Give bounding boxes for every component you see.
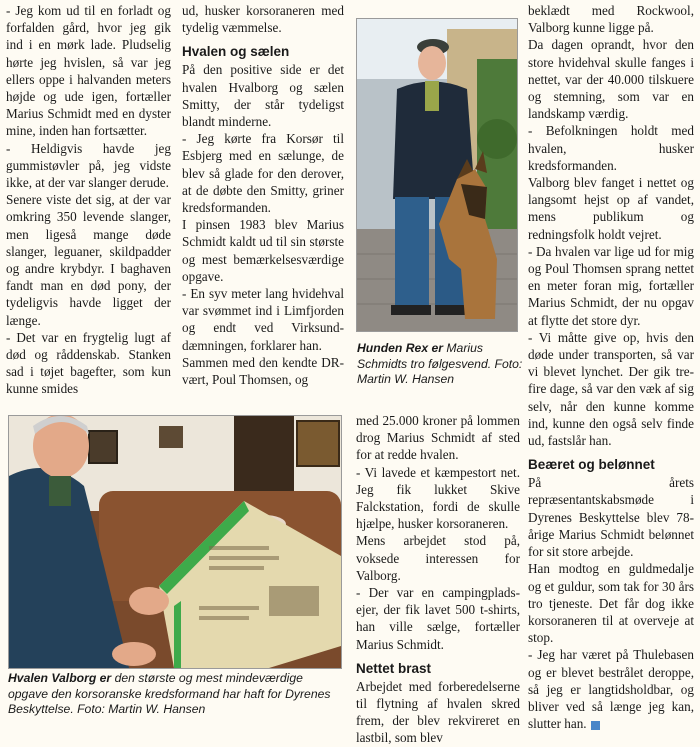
paragraph: - Jeg kom ud til en forladt og forfalden gård, hvor jeg gik ind i en mørk lade. Pludselig hørte jeg hvislen, så var jeg ellers oppe i halvanden meters højde og ude igen, fortæller Marius Schmidt med en dyster mine, inden han fortsætter.	[6, 3, 171, 139]
paragraph: - Heldigvis havde jeg gummistøvler på, jeg vidste ikke, at der var slanger derude.	[6, 140, 171, 191]
caption-text: den største og mest mindeværdige opgave den korsoranske kredsformand har haft for Dyrenes Beskyttelse. Foto: Martin W. Hansen	[8, 671, 331, 717]
paragraph: Senere viste det sig, at der var omkring 350 levende slanger, men ligeså mange døde slanger, leguaner, skildpadder og andre krybdyr. I baghaven fandt man en død pony, der tydeligvis havde ligget der længe.	[6, 192, 171, 328]
paragraph: Han modtog en guldmedalje og et guldur, som tak for 30 års tro tjeneste. Det får dog ikke korsoraneren til at overveje at stop.	[528, 561, 694, 646]
caption-lead: Hunden Rex er	[357, 341, 444, 355]
paragraph: Mens arbejdet stod på, voksede interessen for Valborg.	[356, 533, 520, 583]
paragraph: med 25.000 kroner på lommen drog Marius Schmidt af sted for at redde hvalen.	[356, 413, 520, 463]
paragraph: - Befolkningen holdt med hvalen, husker kredsformanden.	[528, 123, 694, 173]
paragraph: Sammen med den kendte DR-vært, Poul Thomsen, og	[182, 354, 344, 388]
photo-caption-rex	[357, 341, 523, 388]
paragraph: - Vi måtte give op, hvis den døde under transporten, så var vi blevet lynchet. Der gik tre-fire dage, så var den væk af sig selv, når den kunne komme ind, kunne den også selv finde ud, fastslår han.	[528, 329, 694, 449]
photo-man-reading-newspaper	[8, 415, 342, 669]
paragraph: - Jeg kørte fra Korsør til Esbjerg med en sælunge, de blev så glade for den derover, at de døbte den Smitty, griner kredsformanden.	[182, 131, 344, 216]
closing-text: - Jeg har været på Thulebasen og er blevet bestrålet deroppe, så jeg er langtidsholdbar, og bliver ved så længe jeg kan, slutter han.	[528, 647, 694, 732]
paragraph: - Da hvalen var lige ud for mig og Poul Thomsen sprang nettet en meter foran mig, fortæller Marius Schmidt, der nu opgav at flytte det store dyr.	[528, 243, 694, 328]
paragraph: - En syv meter lang hvidehval var svømmet ind i Limfjorden og endt ved Virksund-dæmningen, forklarer han.	[182, 286, 344, 353]
paragraph: Arbejdet med forberedelserne til flytning af hvalen skred frem, der blev rekvireret en lastbil, som blev	[356, 678, 520, 746]
paragraph: - Det var en frygtelig lugt af død og råddenskab. Stanken sad i tøjet bagefter, som kun kunne smides	[6, 329, 171, 397]
paragraph: - Vi lavede et kæmpestort net. Jeg fik lukket Skive Falckstation, fordi de skulle hjælpe, husker korsoraneren.	[356, 464, 520, 532]
photo-man-with-dog-illustration	[357, 19, 517, 331]
paragraph: - Der var en campingplads-ejer, der fik lavet 500 t-shirts, han ville sælge, fortæller Marius Schmidt.	[356, 585, 520, 652]
paragraph: Da dagen oprandt, hvor den store hvidehval skulle fanges i nettet, var der 40.000 tilskuere og stemning, som var en landskamp værdig.	[528, 37, 694, 122]
paragraph: beklædt med Rockwool, Valborg kunne ligge på.	[528, 3, 694, 36]
photo-man-with-dog	[356, 18, 518, 332]
caption-text: Marius Schmidts tro følgesvend. Foto: Martin W. Hansen	[357, 341, 523, 387]
paragraph: ud, husker korsoraneren med tydelig væmmelse.	[182, 3, 344, 36]
article-column-1	[6, 2, 171, 398]
caption-lead: Hvalen Valborg er	[8, 671, 112, 685]
end-of-article-mark	[591, 721, 600, 730]
paragraph: I pinsen 1983 blev Marius Schmidt kaldt ud til sin største og mest bemærkelsesværdige opgave.	[182, 217, 344, 284]
article-column-2	[182, 2, 344, 388]
paragraph: Valborg blev fanget i nettet og langsomt hejst op af vandet, mens publikum og redningsfolk holdt vejret.	[528, 175, 694, 242]
subheading-beaeret-og-beloennet: Beæret og belønnet	[528, 457, 655, 473]
subheading-hvalen-og-saelen: Hvalen og sælen	[182, 44, 290, 60]
paragraph	[528, 646, 694, 732]
paragraph: På den positive side er det hvalen Hvalborg og sælen Smitty, der står tydeligst blandt minderne.	[182, 62, 344, 130]
article-column-4	[528, 2, 694, 732]
subheading-nettet-brast: Nettet brast	[356, 660, 432, 676]
photo-caption-valborg	[8, 671, 344, 718]
paragraph: På årets repræsentantskabsmøde i Dyrenes Beskyttelse blev 78-årige Marius Schmidt belønnet for sit store arbejde.	[528, 475, 694, 560]
article-column-3	[356, 412, 520, 747]
photo-man-reading-newspaper-illustration	[9, 416, 341, 668]
